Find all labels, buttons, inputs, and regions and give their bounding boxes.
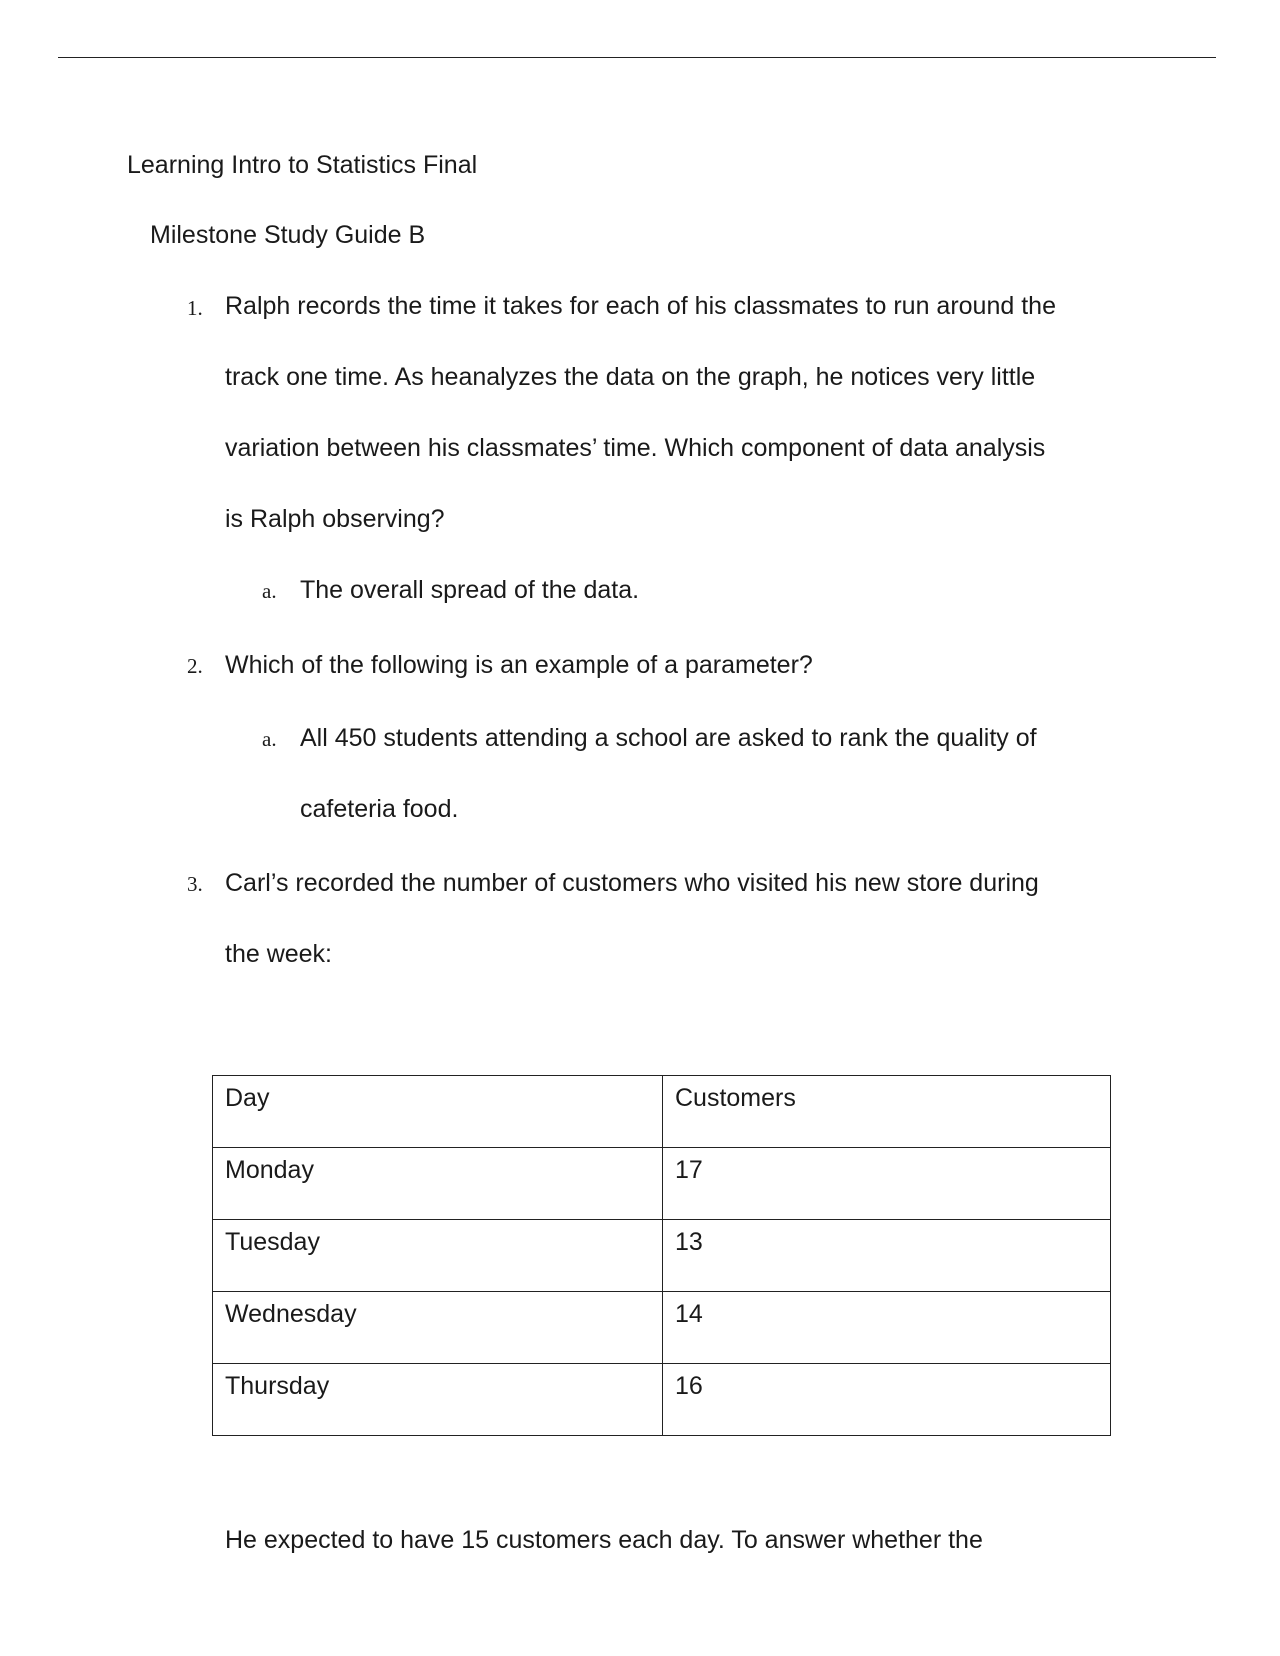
table-row — [213, 1292, 1111, 1364]
question-2-answer-line-1: All 450 students attending a school are asked to rank the quality of — [300, 724, 1037, 752]
footer-paragraph: He expected to have 15 customers each day. To answer whether the — [225, 1526, 983, 1554]
table-row — [213, 1220, 1111, 1292]
question-2-answer-letter: a. — [262, 727, 277, 751]
table-cell-day: Thursday — [213, 1364, 663, 1436]
question-1-line-1: Ralph records the time it takes for each of his classmates to run around the — [225, 292, 1056, 320]
question-1-line-4: is Ralph observing? — [225, 505, 445, 533]
header-rule — [58, 57, 1216, 58]
table-cell-day: Tuesday — [213, 1220, 663, 1292]
document-title: Learning Intro to Statistics Final — [127, 151, 478, 179]
question-3-number: 3. — [187, 872, 203, 896]
question-2-answer-line-2: cafeteria food. — [300, 795, 459, 823]
question-3-line-2: the week: — [225, 940, 333, 968]
question-1-line-3: variation between his classmates’ time. Which component of data analysis — [225, 434, 1046, 462]
table-cell-customers: 16 — [663, 1364, 1111, 1436]
table-header-cell: Day — [213, 1076, 663, 1148]
table-cell-customers: 14 — [663, 1292, 1111, 1364]
table-cell-customers: 17 — [663, 1148, 1111, 1220]
question-1-answer-letter: a. — [262, 579, 277, 603]
question-1-answer: The overall spread of the data. — [300, 576, 640, 604]
question-2-number: 2. — [187, 654, 203, 678]
table-row — [213, 1148, 1111, 1220]
document-subtitle: Milestone Study Guide B — [150, 221, 426, 249]
question-3-line-1: Carl’s recorded the number of customers who visited his new store during — [225, 869, 1039, 897]
question-1-line-2: track one time. As heanalyzes the data on the graph, he notices very little — [225, 363, 1036, 391]
table-header-row — [213, 1076, 1111, 1148]
table-cell-day: Wednesday — [213, 1292, 663, 1364]
table-row — [213, 1364, 1111, 1436]
table-cell-customers: 13 — [663, 1220, 1111, 1292]
customers-table — [212, 1075, 1111, 1436]
table-header-cell: Customers — [663, 1076, 1111, 1148]
table-cell-day: Monday — [213, 1148, 663, 1220]
question-1-number: 1. — [187, 296, 203, 320]
question-2-line-1: Which of the following is an example of a parameter? — [225, 651, 813, 679]
